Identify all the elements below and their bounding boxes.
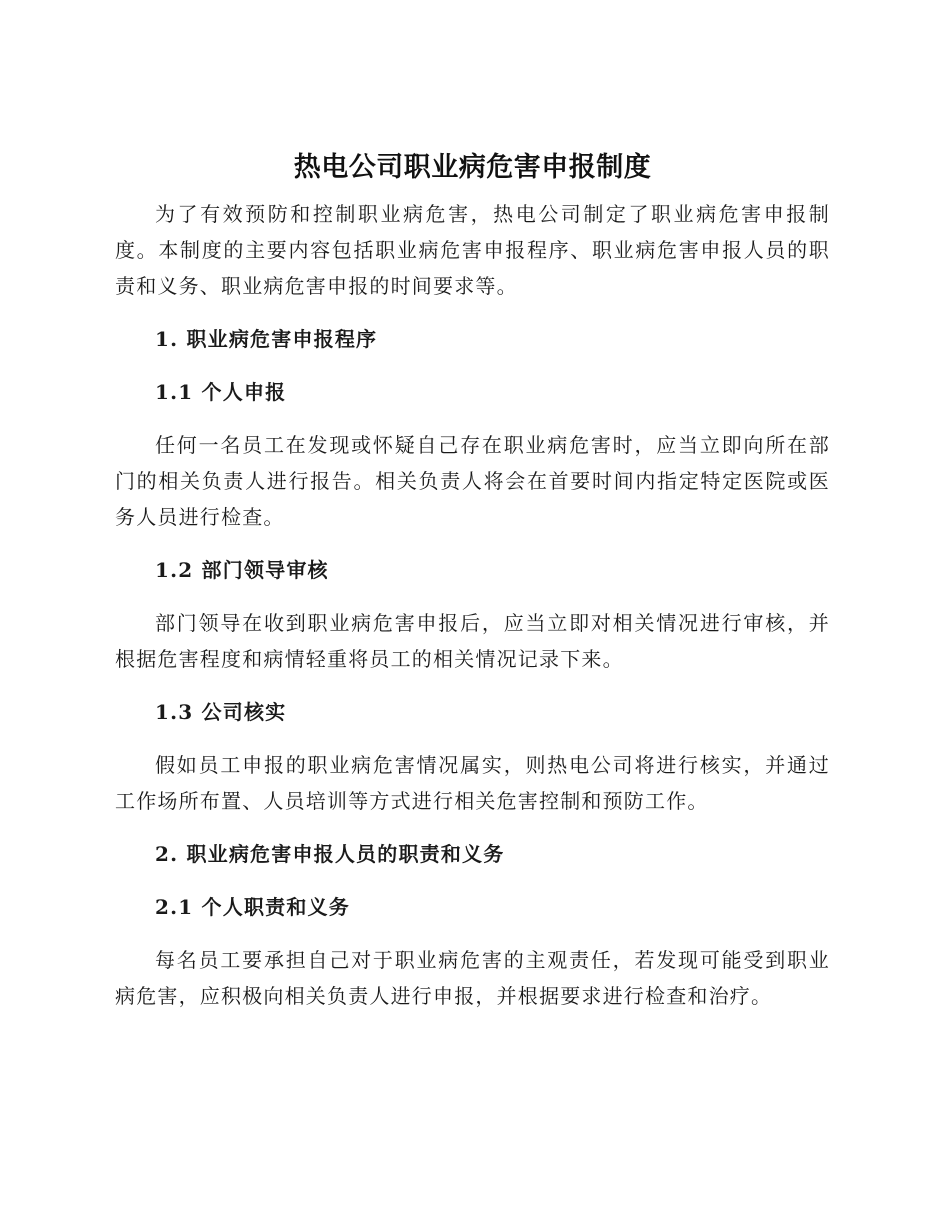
section-body-2-1: 每名员工要承担自己对于职业病危害的主观责任，若发现可能受到职业病危害，应积极向相关负责人进行申报，并根据要求进行检查和治疗。 [115, 948, 830, 1008]
section-heading-1: 1. 职业病危害申报程序 [155, 327, 378, 351]
section-heading-1-1: 1.1 个人申报 [155, 380, 287, 404]
intro-paragraph: 为了有效预防和控制职业病危害，热电公司制定了职业病危害申报制度。本制度的主要内容包括职业病危害申报程序、职业病危害申报人员的职责和义务、职业病危害申报的时间要求等。 [115, 202, 830, 298]
section-heading-2-1: 2.1 个人职责和义务 [155, 895, 350, 919]
document-title: 热电公司职业病危害申报制度 [293, 152, 652, 183]
document-page [115, 148, 830, 1014]
section-body-1-3: 假如员工申报的职业病危害情况属实，则热电公司将进行核实，并通过工作场所布置、人员培训等方式进行相关危害控制和预防工作。 [115, 753, 830, 813]
section-body-1-1: 任何一名员工在发现或怀疑自己存在职业病危害时，应当立即向所在部门的相关负责人进行报告。相关负责人将会在首要时间内指定特定医院或医务人员进行检查。 [115, 433, 830, 529]
section-heading-1-2: 1.2 部门领导审核 [155, 558, 329, 582]
section-heading-1-3: 1.3 公司核实 [155, 700, 287, 724]
section-body-1-2: 部门领导在收到职业病危害申报后，应当立即对相关情况进行审核，并根据危害程度和病情轻重将员工的相关情况记录下来。 [115, 611, 830, 671]
section-heading-2: 2. 职业病危害申报人员的职责和义务 [155, 842, 505, 866]
